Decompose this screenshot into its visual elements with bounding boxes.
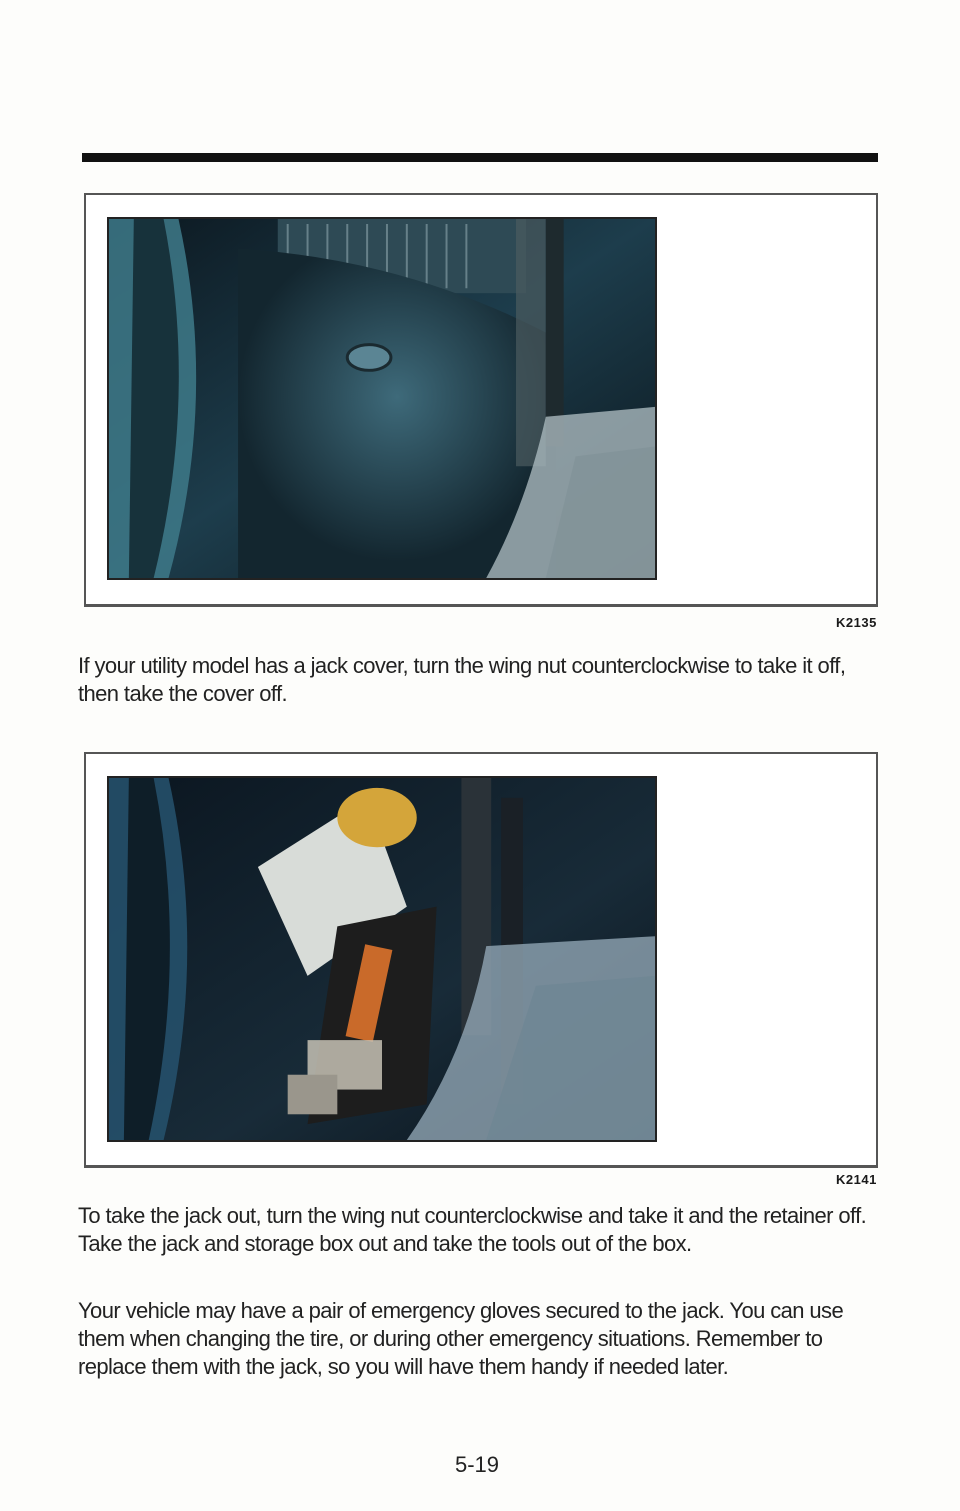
jack-cover-photo-image xyxy=(109,219,655,578)
paragraph-jack-cover: If your utility model has a jack cover, turn the wing nut counterclockwise to take it off, then take the cover off. xyxy=(78,653,846,706)
figure-code: K2135 xyxy=(836,615,877,630)
figure-frame-jack-cover xyxy=(84,193,878,607)
paragraph-jack-removal: To take the jack out, turn the wing nut counterclockwise and take it and the retainer off. Take the jack and storage box out and take the tools out of the box. xyxy=(78,1203,867,1256)
header-rule xyxy=(82,153,878,162)
page-number: 5-19 xyxy=(455,1452,500,1477)
photo-jack-cover xyxy=(107,217,657,580)
jack-removal-photo-image xyxy=(109,778,655,1140)
photo-jack-removal xyxy=(107,776,657,1142)
figure-frame-jack-removal xyxy=(84,752,878,1168)
paragraph-emergency-gloves: Your vehicle may have a pair of emergency gloves secured to the jack. You can use them when changing the tire, or during other emergency situations. Remember to replace them with the jack, so you will have them handy if needed later. xyxy=(78,1298,844,1379)
figure-code: K2141 xyxy=(836,1172,877,1187)
